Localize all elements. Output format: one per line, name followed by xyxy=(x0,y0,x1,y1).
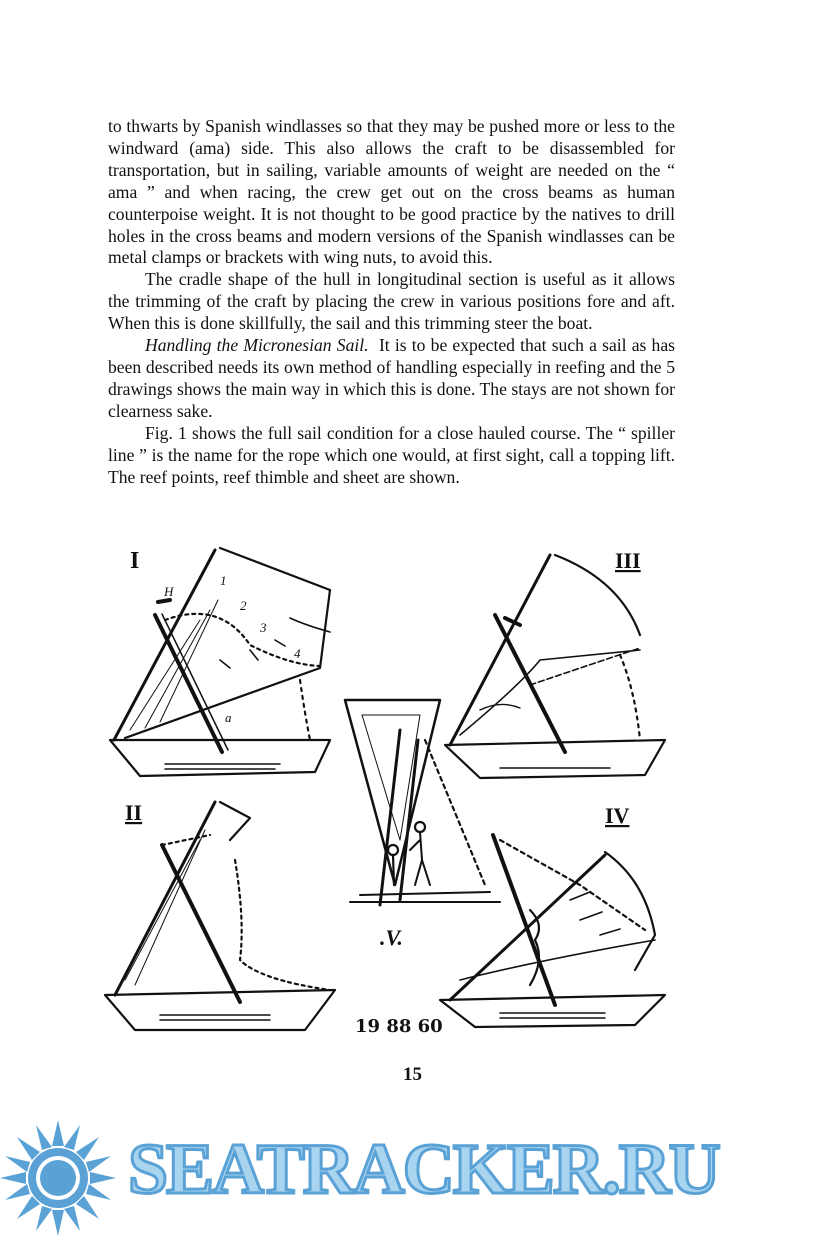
watermark-text: SEATRACKER.RU xyxy=(128,1129,719,1209)
fig-label-5: .V. xyxy=(380,925,403,950)
fig-label-1: I xyxy=(130,548,140,574)
sketch-5 xyxy=(345,700,500,905)
paragraph-3-text: It is to be expected that such a sail as has been described needs its own method of handling especially in reefing and the 5 drawings shows the main way in which this is done. The stays are not shown for clearness sake. xyxy=(108,335,676,421)
fig-label-2: II xyxy=(125,800,143,825)
sail-number-4: 4 xyxy=(294,646,301,661)
fig-label-3: III xyxy=(615,548,641,573)
sketch-3 xyxy=(445,555,665,778)
fig-label-4: IV xyxy=(605,803,630,828)
sail-handling-figure xyxy=(100,540,680,1045)
sail-number-3: 3 xyxy=(260,620,267,635)
paragraph-4: Fig. 1 shows the full sail condition for a close hauled course. The “ spiller line ” is the name for the rope which one would, at first sight, call a topping lift. The reef points, reef thimble and sheet are shown. xyxy=(108,422,675,487)
sketch-2 xyxy=(105,802,335,1030)
artist-signature: 19 88 60 xyxy=(355,1016,443,1037)
section-heading: Handling the Micronesian Sail. xyxy=(145,335,369,356)
sail-number-1: 1 xyxy=(220,573,227,588)
paragraph-1: to thwarts by Spanish windlasses so that they may be pushed more or less to the windward (ama) side. This also allows the craft to be disassembled for transportation, but in sailing, variable amounts of weight are needed on the “ ama ” and when racing, the crew get out on the cross beams as human counterpoise weight. It is not thought to be good practice by the natives to drill holes in the cross beams and modern versions of the Spanish windlasses can be metal clamps or brackets with wing nuts, to avoid this. xyxy=(108,116,675,268)
paragraph-2: The cradle shape of the hull in longitudinal section is useful as it allows the trimming of the craft by placing the crew in various positions fore and aft. When this is done skillfully, the sail and this trimming steer the boat. xyxy=(108,269,675,334)
sketch-4 xyxy=(440,835,665,1027)
body-text xyxy=(108,116,675,488)
paragraph-3 xyxy=(108,335,675,423)
mark-a: a xyxy=(225,710,232,725)
page-number: 15 xyxy=(403,1064,422,1085)
mark-h: H xyxy=(164,584,174,599)
sail-number-2: 2 xyxy=(240,598,247,613)
